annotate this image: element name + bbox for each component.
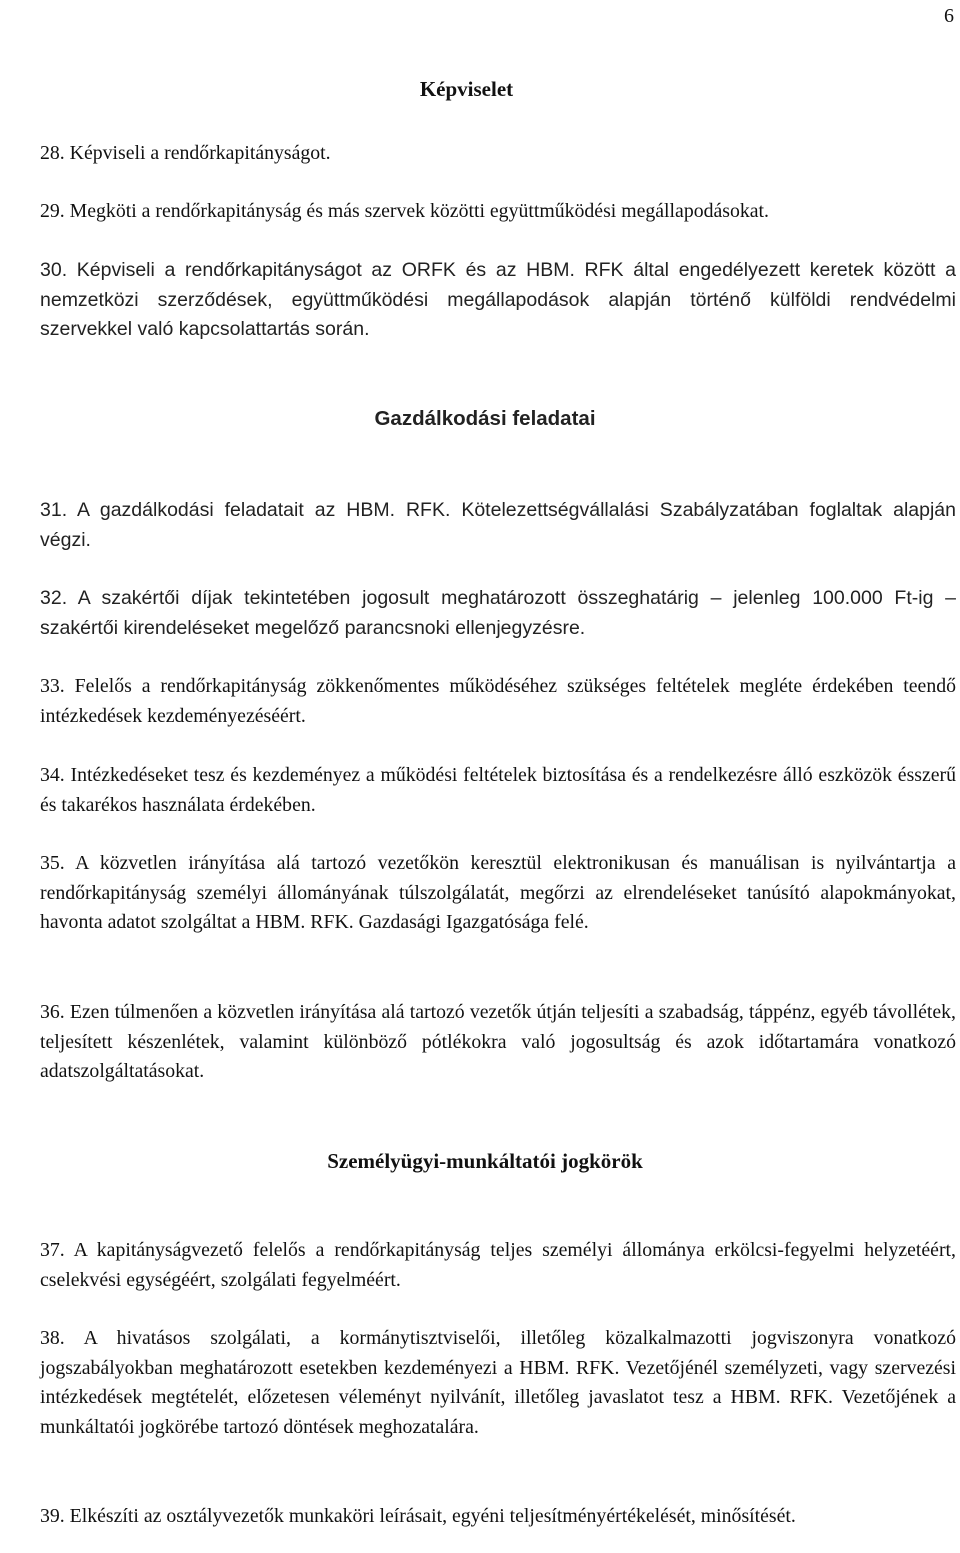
item-number: 30. — [40, 259, 77, 281]
item-number: 35. — [40, 852, 76, 874]
item-text: Képviseli a rendőrkapitányságot az ORFK és az HBM. RFK által engedélyezett keretek között a nemzetközi szerződések, együttműködési megállapodások alapján történő külföldi rendvédelmi szervekkel való kapcsolattartás során. — [40, 259, 956, 340]
item-text: Ezen túlmenően a közvetlen irányítása alá tartozó vezetők útján teljesíti a szabadság, táppénz, egyéb távollétek, teljesített készenlétek, valamint különböző pótlékokra való jogosultság és azok időtartamára vonatkozó adatszolgáltatásokat. — [40, 1001, 956, 1082]
item-number: 33. — [40, 675, 75, 697]
list-item-28 — [40, 139, 956, 169]
item-number: 34. — [40, 764, 71, 786]
list-item-34 — [40, 761, 956, 820]
list-item-36 — [40, 998, 956, 1087]
item-text: A hivatásos szolgálati, a kormánytisztviselői, illetőleg közalkalmazotti jogviszonyra vonatkozó jogszabályokban meghatározott esetekben kezdeményezi a HBM. RFK. Vezetőjénél személyzeti, vagy szervezési intézkedések megtételét, előzetesen véleményt nyilvánít, illetőleg javaslatot tesz a HBM. RFK. Vezetőjének a munkáltatói jogkörébe tartozó döntések meghozatalára. — [40, 1327, 956, 1438]
item-text: A szakértői díjak tekintetében jogosult meghatározott összeghatárig – jelenleg 100.000 Ft-ig – szakértői kirendeléseket megelőző parancsnoki ellenjegyzésre. — [40, 587, 957, 639]
item-text: A gazdálkodási feladatait az HBM. RFK. Kötelezettségvállalási Szabályzatában foglaltak alapján végzi. — [40, 499, 956, 551]
item-text: Képviseli a rendőrkapitányságot. — [69, 142, 331, 164]
item-text: A kapitányságvezető felelős a rendőrkapitányság teljes személyi állománya erkölcsi-fegyelmi helyzetéért, cselekvési egységéért, szolgálati fegyelméért. — [40, 1239, 956, 1291]
section-heading-kepviselet: Képviselet — [419, 77, 514, 101]
list-item-38 — [40, 1324, 956, 1442]
list-item-35 — [40, 849, 956, 938]
list-item-39 — [40, 1502, 956, 1532]
item-number: 36. — [40, 1001, 70, 1023]
item-number: 28. — [40, 142, 70, 164]
item-number: 37. — [40, 1239, 74, 1261]
item-text: Elkészíti az osztályvezetők munkaköri leírásait, egyéni teljesítményértékelését, minősítését. — [69, 1505, 796, 1527]
item-text: A közvetlen irányítása alá tartozó vezetőkön keresztül elektronikusan és manuálisan is nyilvántartja a rendőrkapitányság személyi állományának túlszolgálatát, megőrzi az elrendeléseket tanúsító alapokmányokat, havonta adatot szolgáltat a HBM. RFK. Gazdasági Igazgatósága felé. — [40, 852, 956, 933]
list-item-33 — [40, 672, 956, 731]
item-number: 39. — [40, 1505, 70, 1527]
item-number: 32. — [40, 587, 78, 609]
section-heading-gazdalkodas: Gazdálkodási feladatai — [374, 407, 596, 430]
list-item-31 — [40, 496, 956, 555]
list-item-29 — [40, 197, 956, 227]
section-heading-szemelyugyi: Személyügyi-munkáltatói jogkörök — [327, 1149, 643, 1173]
item-number: 29. — [40, 200, 70, 222]
item-number: 31. — [40, 499, 77, 521]
item-text: Intézkedéseket tesz és kezdeményez a működési feltételek biztosítása és a rendelkezésre álló eszközök ésszerű és takarékos használata érdekében. — [40, 764, 957, 816]
item-number: 38. — [40, 1327, 84, 1349]
list-item-37 — [40, 1236, 956, 1295]
page-number: 6 — [944, 5, 954, 27]
list-item-30 — [40, 256, 956, 345]
list-item-32 — [40, 584, 956, 643]
item-text: Felelős a rendőrkapitányság zökkenőmentes működéséhez szükséges feltételek megléte érdekében teendő intézkedések kezdeményezéséért. — [40, 675, 957, 727]
item-text: Megköti a rendőrkapitányság és más szervek közötti együttműködési megállapodásokat. — [69, 200, 769, 222]
